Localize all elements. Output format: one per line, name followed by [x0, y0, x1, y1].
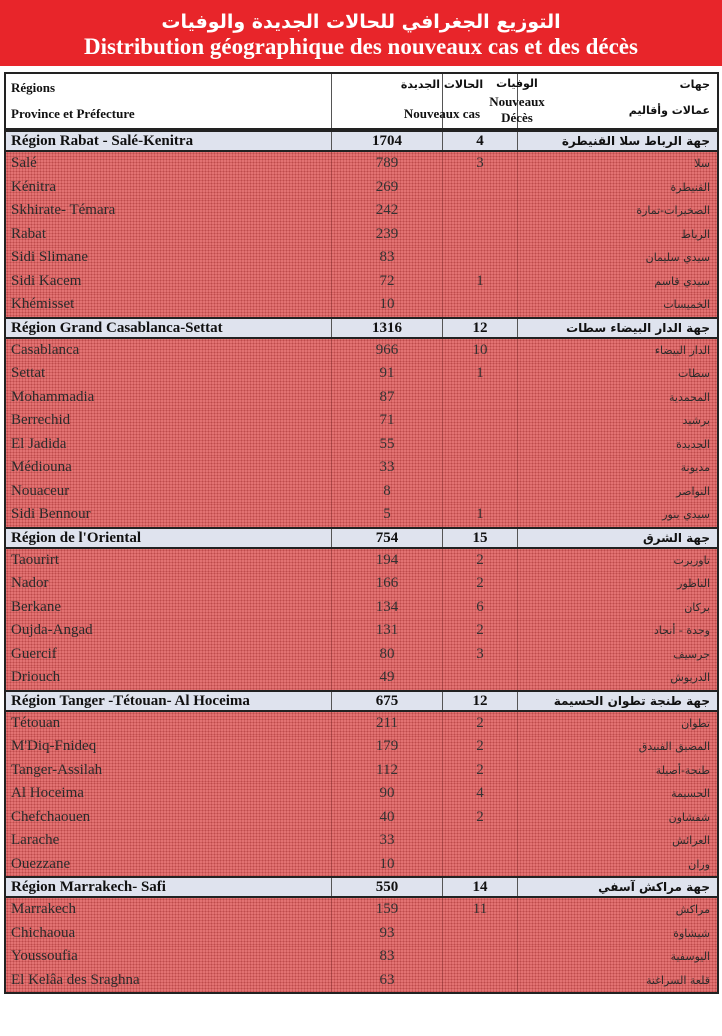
table-row [6, 386, 717, 410]
province-name-ar: الرباط [680, 227, 710, 241]
province-cases: 966 [332, 339, 443, 363]
province-name-ar: بركان [684, 600, 710, 614]
province-cases: 239 [332, 223, 443, 247]
table-row [6, 246, 717, 270]
province-deaths: 4 [443, 782, 518, 806]
province-name: Al Hoceima [6, 782, 332, 806]
province-name-ar: سيدي قاسم [654, 274, 710, 288]
province-deaths: 3 [443, 643, 518, 667]
province-name-ar: تاوريرت [673, 553, 710, 567]
province-name-ar: سطات [678, 367, 710, 380]
province-name: Nouaceur [6, 480, 332, 504]
table-row [6, 480, 717, 504]
title-banner [0, 0, 722, 66]
province-name-ar: شفشاون [668, 810, 710, 824]
province-cases: 159 [332, 898, 443, 922]
table-header [6, 74, 717, 130]
table-row [6, 735, 717, 759]
province-deaths: 2 [443, 572, 518, 596]
province-name: Sidi Slimane [6, 246, 332, 270]
table-row [6, 176, 717, 200]
province-name: Kénitra [6, 176, 332, 200]
province-name: El Jadida [6, 433, 332, 457]
province-cases: 194 [332, 549, 443, 573]
province-cases: 80 [332, 643, 443, 667]
region-name: Région Tanger -Tétouan- Al Hoceima [6, 692, 332, 710]
province-deaths: 1 [443, 503, 518, 527]
province-name-ar: وجدة - أنجاد [653, 624, 710, 637]
region-name-ar: جهة طنجة تطوان الحسيمة [553, 693, 710, 708]
region-cases: 675 [332, 692, 443, 710]
region-name: Région de l'Oriental [6, 529, 332, 547]
table-row [6, 759, 717, 783]
province-name-ar: العرائش [672, 834, 710, 847]
province-name: Rabat [6, 223, 332, 247]
province-name-ar: المحمدية [669, 390, 710, 404]
table-row [6, 503, 717, 527]
province-cases: 269 [332, 176, 443, 200]
header-cases-ar: الحالات الجديدة [400, 78, 484, 91]
table-row [6, 409, 717, 433]
region-row [6, 876, 717, 898]
province-name-ar: سلا [694, 157, 710, 170]
distribution-table [4, 72, 719, 994]
table-row [6, 596, 717, 620]
province-deaths [443, 853, 518, 877]
province-deaths: 1 [443, 362, 518, 386]
table-row [6, 619, 717, 643]
province-name-ar: طنجة-أصيلة [655, 763, 710, 777]
province-deaths: 2 [443, 619, 518, 643]
province-name: Médiouna [6, 456, 332, 480]
province-name: Ouezzane [6, 853, 332, 877]
province-name: Guercif [6, 643, 332, 667]
province-name-ar: وزان [688, 857, 710, 871]
province-cases: 83 [332, 246, 443, 270]
header-regions-ar-cell [518, 74, 717, 128]
province-name-ar: المضيق الفنيدق [638, 740, 710, 753]
region-row [6, 690, 717, 712]
province-cases: 72 [332, 270, 443, 294]
province-name: Sidi Kacem [6, 270, 332, 294]
province-deaths [443, 409, 518, 433]
province-name-ar: سيدي بنور [662, 508, 710, 521]
header-deaths-ar: الوفيات [496, 77, 538, 90]
region-name-ar: جهة الدار البيضاء سطات [566, 320, 710, 335]
region-name: Région Marrakech- Safi [6, 878, 332, 896]
province-name-ar: النواصر [676, 484, 710, 498]
table-row [6, 152, 717, 176]
province-name: El Kelâa des Sraghna [6, 969, 332, 993]
header-province-ar: عمالات وأقاليم [628, 104, 710, 117]
province-cases: 33 [332, 829, 443, 853]
province-name: Larache [6, 829, 332, 853]
province-name-ar: الخميسات [663, 298, 710, 311]
header-deaths-fr-1: Nouveaux [489, 94, 545, 109]
province-name: Marrakech [6, 898, 332, 922]
province-name-ar: الناظور [677, 577, 710, 590]
province-cases: 91 [332, 362, 443, 386]
header-regions: Régions [11, 80, 56, 95]
table-row [6, 362, 717, 386]
province-cases: 93 [332, 922, 443, 946]
province-name: Sidi Bennour [6, 503, 332, 527]
region-name-ar: جهة الرباط سلا القنيطرة [561, 134, 710, 148]
province-name: Mohammadia [6, 386, 332, 410]
table-row [6, 829, 717, 853]
province-name: Settat [6, 362, 332, 386]
province-name: Driouch [6, 666, 332, 690]
province-deaths: 6 [443, 596, 518, 620]
region-cases: 1704 [332, 132, 443, 150]
table-row [6, 666, 717, 690]
province-name: Oujda-Angad [6, 619, 332, 643]
region-deaths: 12 [443, 319, 518, 337]
province-name-ar: القنيطرة [670, 180, 710, 194]
province-name: Youssoufia [6, 945, 332, 969]
province-name-ar: الدار البيضاء [654, 343, 710, 357]
table-row [6, 898, 717, 922]
province-deaths [443, 922, 518, 946]
province-cases: 134 [332, 596, 443, 620]
province-deaths [443, 386, 518, 410]
table-body [6, 130, 717, 992]
table-row [6, 643, 717, 667]
province-cases: 10 [332, 853, 443, 877]
table-row [6, 922, 717, 946]
province-deaths [443, 969, 518, 993]
title-arabic: التوزيع الجغرافي للحالات الجديدة والوفيات [161, 11, 561, 33]
table-row [6, 853, 717, 877]
province-name: Berrechid [6, 409, 332, 433]
province-cases: 179 [332, 735, 443, 759]
province-deaths [443, 480, 518, 504]
province-name: Taourirt [6, 549, 332, 573]
province-deaths [443, 945, 518, 969]
header-regions-ar: جهات [679, 78, 710, 91]
province-name: Nador [6, 572, 332, 596]
province-deaths [443, 223, 518, 247]
table-row [6, 293, 717, 317]
header-cases-cell [332, 74, 484, 128]
province-deaths [443, 293, 518, 317]
province-cases: 63 [332, 969, 443, 993]
table-row [6, 339, 717, 363]
table-row [6, 433, 717, 457]
table-row [6, 806, 717, 830]
province-name-ar: اليوسفية [670, 950, 710, 963]
province-cases: 211 [332, 712, 443, 736]
region-deaths: 15 [443, 529, 518, 547]
province-cases: 33 [332, 456, 443, 480]
province-name-ar: سيدي سليمان [645, 251, 710, 264]
province-deaths: 2 [443, 735, 518, 759]
province-name-ar: شيشاوة [673, 926, 710, 940]
province-name: Tétouan [6, 712, 332, 736]
region-deaths: 12 [443, 692, 518, 710]
region-name: Région Rabat - Salé-Kenitra [6, 132, 332, 150]
province-name-ar: جرسيف [673, 647, 710, 661]
province-cases: 5 [332, 503, 443, 527]
province-deaths: 11 [443, 898, 518, 922]
province-name: Skhirate- Témara [6, 199, 332, 223]
table-row [6, 782, 717, 806]
table-row [6, 223, 717, 247]
table-row [6, 199, 717, 223]
table-row [6, 572, 717, 596]
region-name: Région Grand Casablanca-Settat [6, 319, 332, 337]
province-deaths [443, 456, 518, 480]
province-deaths [443, 246, 518, 270]
province-cases: 242 [332, 199, 443, 223]
province-name-ar: تطوان [681, 716, 710, 730]
province-name: Salé [6, 152, 332, 176]
province-name-ar: مديونة [680, 461, 710, 474]
header-regions-cell [6, 74, 332, 128]
province-name-ar: الصخيرات-تمارة [636, 204, 710, 217]
region-deaths: 14 [443, 878, 518, 896]
region-cases: 550 [332, 878, 443, 896]
province-deaths: 2 [443, 712, 518, 736]
table-row [6, 549, 717, 573]
province-cases: 55 [332, 433, 443, 457]
province-deaths [443, 666, 518, 690]
province-deaths: 2 [443, 549, 518, 573]
region-cases: 1316 [332, 319, 443, 337]
province-deaths [443, 199, 518, 223]
province-deaths: 2 [443, 759, 518, 783]
province-cases: 49 [332, 666, 443, 690]
table-row [6, 712, 717, 736]
province-cases: 40 [332, 806, 443, 830]
region-row [6, 130, 717, 152]
header-province: Province et Préfecture [11, 106, 135, 121]
table-row [6, 270, 717, 294]
province-name-ar: الجديدة [676, 437, 710, 451]
table-row [6, 945, 717, 969]
region-name-ar: جهة الشرق [642, 530, 710, 545]
province-cases: 789 [332, 152, 443, 176]
table-row [6, 456, 717, 480]
province-name: Chichaoua [6, 922, 332, 946]
province-name-ar: برشيد [682, 414, 710, 427]
province-deaths: 1 [443, 270, 518, 294]
region-name-ar: جهة مراكش آسفي [598, 880, 710, 894]
province-cases: 87 [332, 386, 443, 410]
province-cases: 10 [332, 293, 443, 317]
province-cases: 166 [332, 572, 443, 596]
province-cases: 112 [332, 759, 443, 783]
province-cases: 131 [332, 619, 443, 643]
province-name-ar: الدريوش [670, 671, 710, 684]
region-cases: 754 [332, 529, 443, 547]
province-name-ar: قلعة السراغنة [646, 973, 710, 987]
province-name: M'Diq-Fnideq [6, 735, 332, 759]
province-deaths [443, 433, 518, 457]
province-name: Berkane [6, 596, 332, 620]
province-name-ar: الحسيمة [671, 787, 710, 800]
province-deaths: 2 [443, 806, 518, 830]
region-row [6, 317, 717, 339]
region-row [6, 527, 717, 549]
region-deaths: 4 [443, 132, 518, 150]
title-french: Distribution géographique des nouveaux cas et des décès [84, 34, 638, 59]
province-deaths [443, 176, 518, 200]
province-cases: 83 [332, 945, 443, 969]
province-name-ar: مراكش [675, 903, 710, 916]
province-deaths [443, 829, 518, 853]
province-name: Tanger-Assilah [6, 759, 332, 783]
header-deaths-cell [443, 74, 545, 128]
province-deaths: 10 [443, 339, 518, 363]
table-row [6, 969, 717, 993]
province-name: Casablanca [6, 339, 332, 363]
province-name: Chefchaouen [6, 806, 332, 830]
header-deaths-fr-2: Décès [501, 110, 533, 125]
header-cases-fr: Nouveaux cas [403, 106, 481, 121]
province-cases: 8 [332, 480, 443, 504]
province-cases: 90 [332, 782, 443, 806]
province-deaths: 3 [443, 152, 518, 176]
province-cases: 71 [332, 409, 443, 433]
province-name: Khémisset [6, 293, 332, 317]
